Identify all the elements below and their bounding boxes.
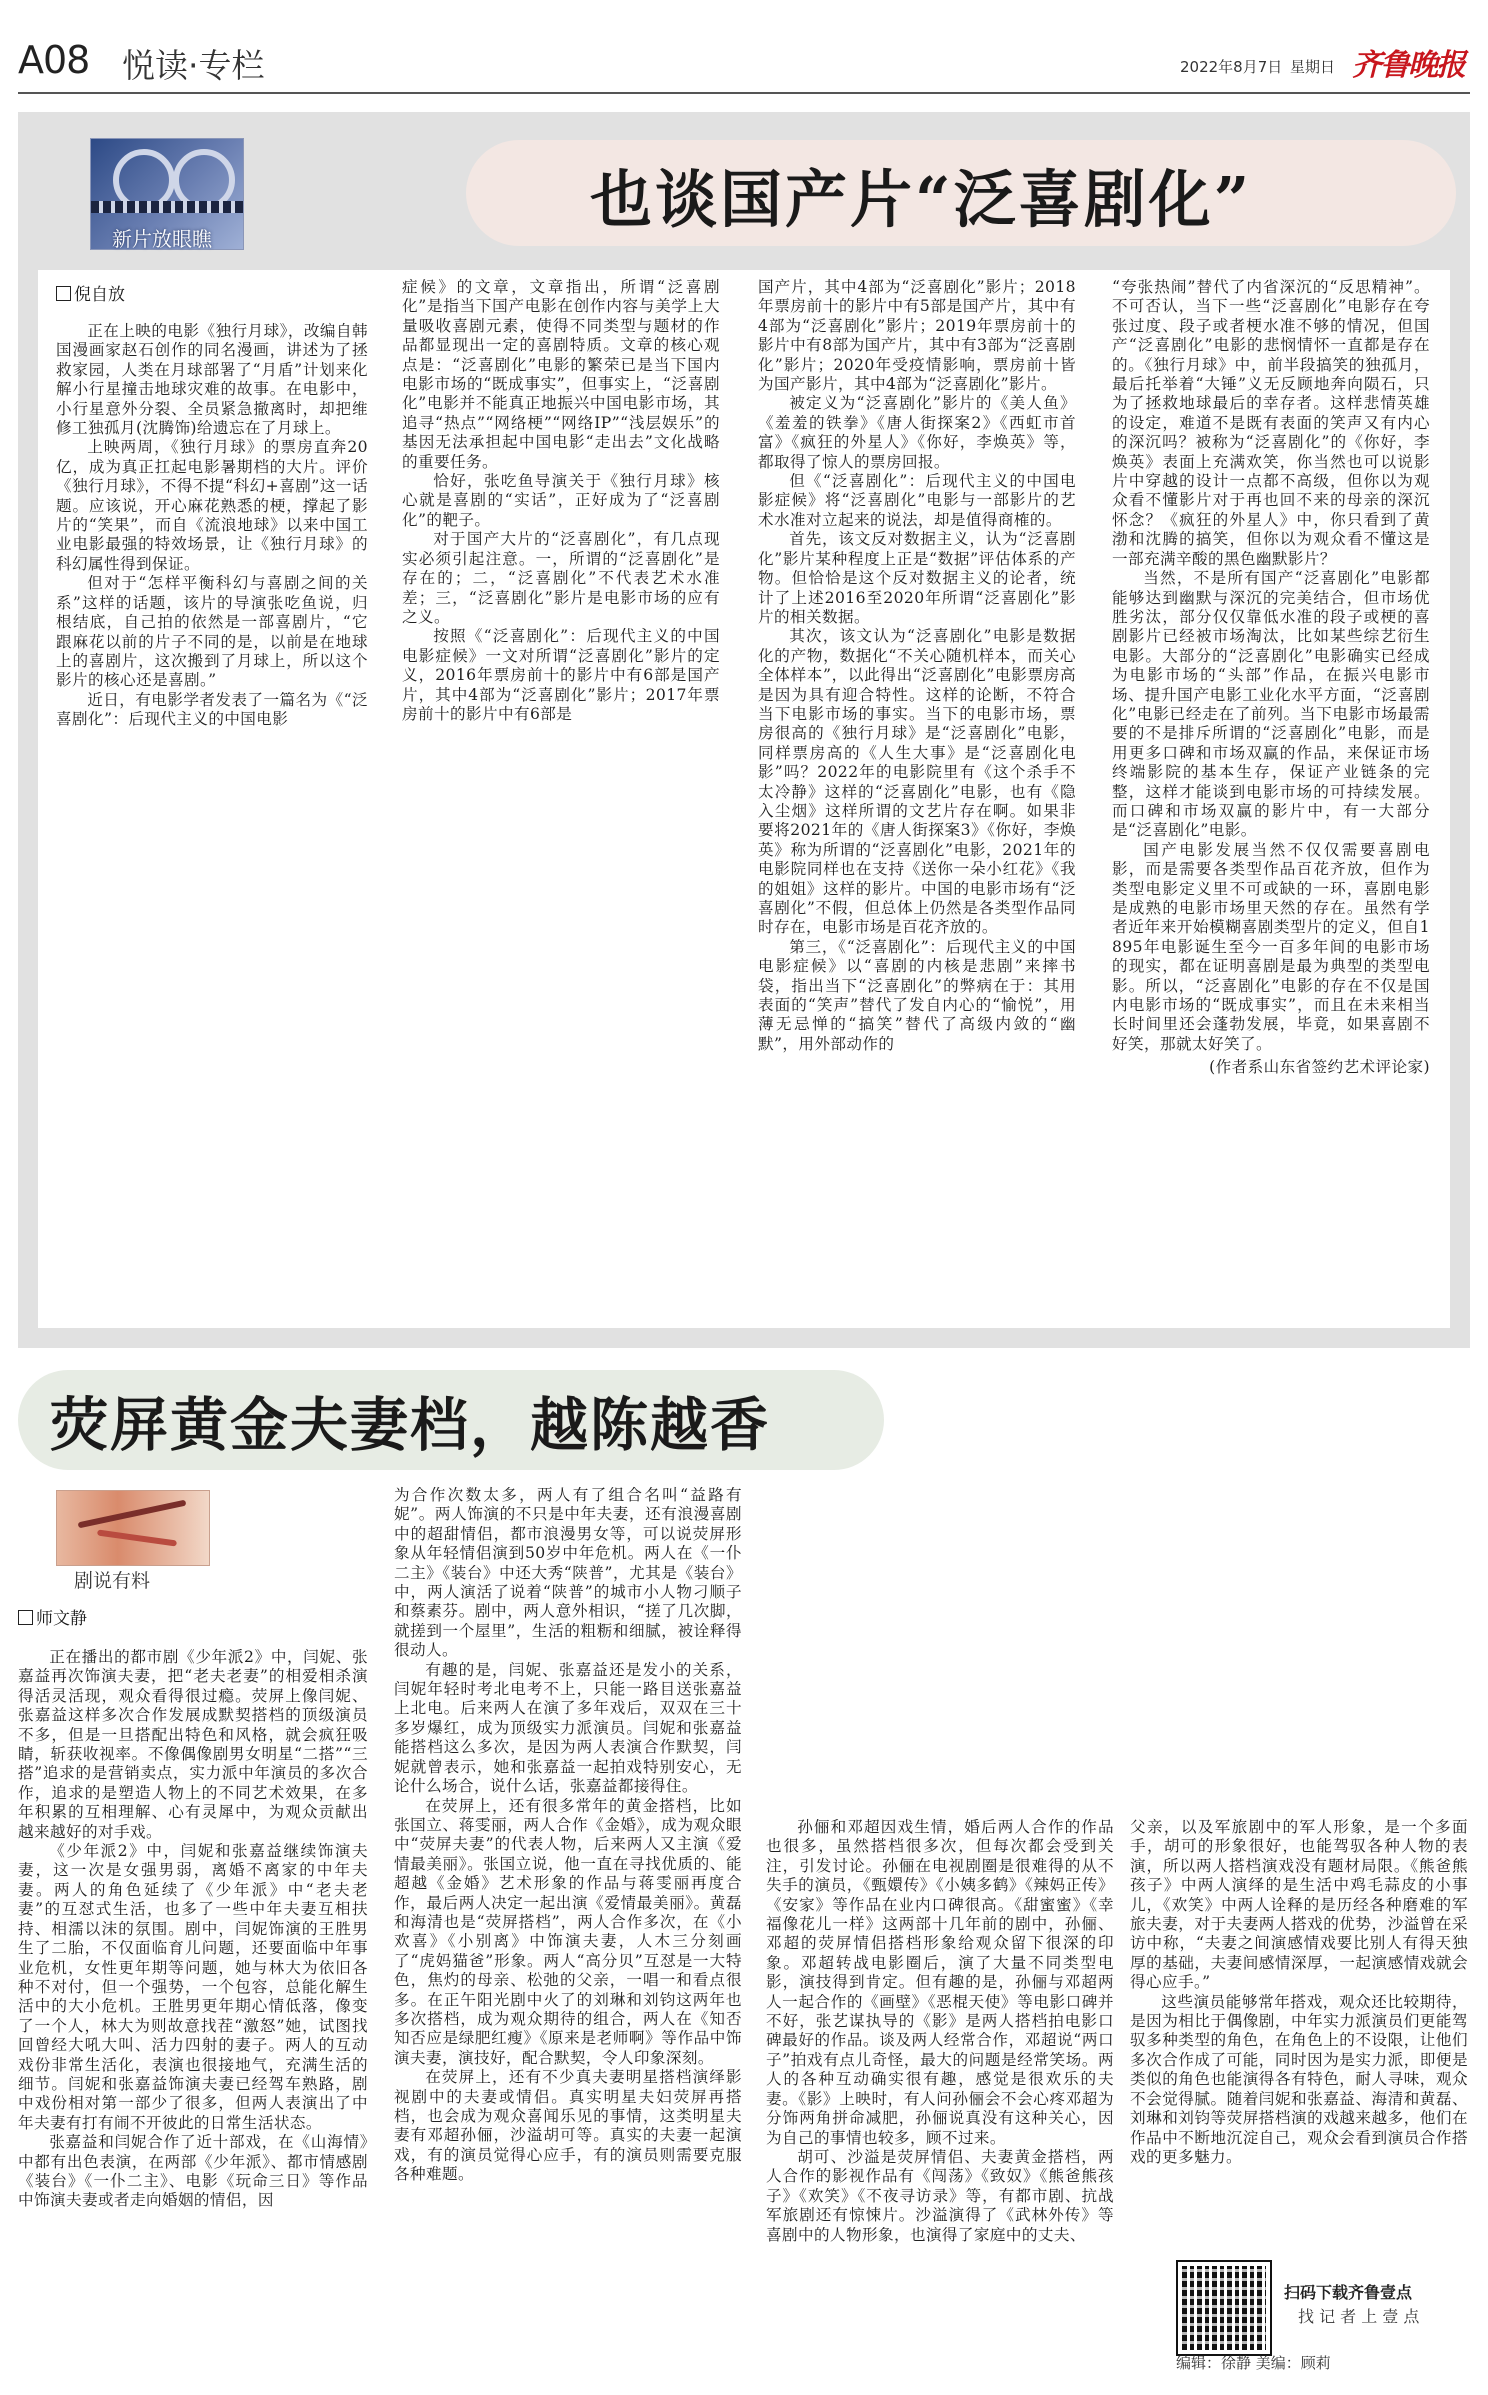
paragraph: 被定义为“泛喜剧化”影片的《美人鱼》《羞羞的铁拳》《唐人街探案2》《西虹市首富》《疯狂的外星人》《你好，李焕英》等，都取得了惊人的票房回报。 (758, 394, 1076, 471)
article-title: 荧屏黄金夫妻档，越陈越香 (50, 1391, 771, 1459)
section-name: 悦读·专栏 (122, 46, 265, 85)
paragraph: 国产片，其中4部为“泛喜剧化”影片；2018年票房前十的影片中有5部是国产片，其中有4部为“泛喜剧化”影片；2019年票房前十的影片中有8部为国产片，其中有3部为“泛喜剧化”影片；2020年受疫情影响，票房前十皆为国产影片，其中4部为“泛喜剧化”影片。 (758, 278, 1076, 394)
author-byline (56, 280, 125, 305)
text-column-4 (1130, 1818, 1468, 2248)
text-column-4 (1112, 278, 1430, 1314)
qr-subcaption: 找 记 者 上 壹 点 (1298, 2307, 1420, 2326)
text-column-1 (18, 1648, 368, 2388)
author-name: 师文静 (36, 1609, 87, 1629)
page-number: A08 (18, 38, 90, 82)
paragraph: 国产电影发展当然不仅仅需要喜剧电影，而是需要各类型作品百花齐放，但作为类型电影定义里不可或缺的一环，喜剧电影是成熟的电影市场里天然的存在。虽然有学者近年来开始模糊喜剧类型片的定义，但自1895年电影诞生至今一百多年间的电影市场的现实，都在证明喜剧是最为典型的类型电影。所以，“泛喜剧化”电影的存在不仅是国内电影市场的“既成事实”，而且在未来相当长时间里还会蓬勃发展，毕竟，如果喜剧不好笑，那就太好笑了。 (1112, 840, 1430, 1053)
issue-date: 2022年8月7日 (1180, 58, 1283, 76)
qr-caption: 扫码下载齐鲁壹点 (1284, 2283, 1413, 2302)
paragraph: 症候》的文章，文章指出，所谓“泛喜剧化”是指当下国产电影在创作内容与美学上大量吸收喜剧元素，使得不同类型与题材的作品都显现出一定的喜剧特质。文章的核心观点是：“泛喜剧化”电影的繁荣已是当下国内电影市场的“既成事实”，但事实上，“泛喜剧化”电影并不能真正地振兴中国电影市场，其追寻“热点”“网络梗”“网络IP”“浅层娱乐”的基因无法承担起中国电影“走出去”文化战略的重要任务。 (402, 278, 720, 471)
header-divider (18, 92, 1470, 94)
drama-illustration-icon (56, 1490, 210, 1566)
paragraph: 按照《“泛喜剧化”：后现代主义的中国电影症候》一文对所谓“泛喜剧化”影片的定义，2016年票房前十的影片中有6部是国产片，其中4部为“泛喜剧化”影片；2017年票房前十的影片中有6部是 (402, 627, 720, 723)
paragraph: 上映两周，《独行月球》的票房直奔20亿，成为真正扛起电影暑期档的大片。评价《独行月球》，不得不提“科幻+喜剧”这一话题。应该说，开心麻花熟悉的梗，撑起了影片的“笑果”，而自《流浪地球》以来中国工业电影最强的特效场景，让《独行月球》的科幻属性得到保证。 (56, 438, 368, 573)
paragraph: 父亲，以及军旅剧中的军人形象，是一个多面手，胡可的形象很好，也能驾驭各种人物的表演，所以两人搭档演戏没有题材局限。《熊爸熊孩子》中两人演绎的是生活中鸡毛蒜皮的小事儿，《欢笑》中两人诠释的是历经各种磨难的军旅夫妻，对于夫妻两人搭戏的优势，沙溢曾在采访中称，“夫妻之间演感情戏要比别人有得天独厚的基础，夫妻间感情深厚，一起演感情戏就会得心应手。” (1130, 1818, 1468, 1992)
paragraph: 为合作次数太多，两人有了组合名叫“益路有妮”。两人饰演的不只是中年夫妻，还有浪漫喜剧中的超甜情侣，都市浪漫男女等，可以说荧屏形象从年轻情侣演到50岁中年危机。两人在《一仆二主》《装台》中还大秀“陕普”，尤其是《装台》中，两人演活了说着“陕普”的城市小人物刁顺子和蔡素芬。剧中，两人意外相识，“搓了几次脚，就搓到一个屋里”，生活的粗粝和细腻，被诠释得很动人。 (394, 1486, 742, 1660)
editor-credits: 编辑：徐静 美编：顾莉 (1176, 2354, 1331, 2372)
paragraph: 正在播出的都市剧《少年派2》中，闫妮、张嘉益再次饰演夫妻，把“老夫老妻”的相爱相杀演得活灵活现，观众看得很过瘾。荧屏上像闫妮、张嘉益这样多次合作发展成默契搭档的顶级演员不多，但是一旦搭配出特色和风格，就会疯狂吸睛，斩获收视率。不像偶像剧男女明星“二搭”“三搭”追求的是营销卖点，实力派中年演员的多次合作，追求的是塑造人物上的不同艺术效果，在多年积累的互相理解、心有灵犀中，为观众贡献出越来越好的对手戏。 (18, 1648, 368, 1841)
paragraph: 其次，该文认为“泛喜剧化”电影是数据化的产物，数据化“不关心随机样本，而关心全体样本”，以此得出“泛喜剧化”电影票房高是因为具有迎合特性。这样的论断，不符合当下电影市场的事实。当下的电影市场，票房很高的《独行月球》是“泛喜剧化”电影，同样票房高的《人生大事》是“泛喜剧化电影”吗？2022年的电影院里有《这个杀手不太冷静》这样的“泛喜剧化”电影，也有《隐入尘烟》这样所谓的文艺片存在啊。如果非要将2021年的《唐人街探案3》《你好，李焕英》称为所谓的“泛喜剧化”电影，2021年的电影院同样也在支持《送你一朵小红花》《我的姐姐》这样的影片。中国的电影市场有“泛喜剧化”不假，但总体上仍然是各类型作品同时存在，电影市场是百花齐放的。 (758, 627, 1076, 937)
paragraph: 恰好，张吃鱼导演关于《独行月球》核心就是喜剧的“实话”，正好成为了“泛喜剧化”的靶子。 (402, 472, 720, 529)
paragraph: “夸张热闹”替代了内省深沉的“反思精神”。不可否认，当下一些“泛喜剧化”电影存在夸张过度、段子或者梗水准不够的情况，但国产“泛喜剧化”电影的悲悯情怀一直都是存在的。《独行月球》中，前半段搞笑的独孤月，最后托举着“大锤”义无反顾地奔向陨石，只为了拯救地球最后的幸存者。这样悲情英雄的设定，难道不是既有表面的笑声又有内心的深沉吗？被称为“泛喜剧化”的《你好，李焕英》表面上充满欢笑，你当然也可以说影片中穿越的设计一点都不高级，但你以为观众看不懂影片对于再也回不来的母亲的深沉怀念？《疯狂的外星人》中，你只看到了黄渤和沈腾的搞笑，但你以为观众看不懂这是一部充满辛酸的黑色幽默影片？ (1112, 278, 1430, 568)
paragraph: 近日，有电影学者发表了一篇名为《“泛喜剧化”：后现代主义的中国电影 (56, 690, 368, 729)
paragraph: 对于国产大片的“泛喜剧化”，有几点现实必须引起注意。一，所谓的“泛喜剧化”是存在的；二，“泛喜剧化”不代表艺术水准差；三，“泛喜剧化”影片是电影市场的应有之义。 (402, 530, 720, 626)
paragraph: 但对于“怎样平衡科幻与喜剧之间的关系”这样的话题，该片的导演张吃鱼说，归根结底，自己拍的依然是一部喜剧片，“它跟麻花以前的片子不同的是，以前是在地球上的喜剧片，这次搬到了月球上，所以这个影片的核心还是喜剧。” (56, 574, 368, 690)
paragraph: 有趣的是，闫妮、张嘉益还是发小的关系，闫妮年轻时考北电考不上，只能一路目送张嘉益上北电。后来两人在演了多年戏后，双双在三十多岁爆红，成为顶级实力派演员。闫妮和张嘉益能搭档这么多次，是因为两人表演合作默契，闫妮就曾表示，她和张嘉益一起拍戏特别安心，无论什么场合，说什么话，张嘉益都接得住。 (394, 1660, 742, 1796)
text-column-3 (766, 1818, 1114, 2388)
paragraph: 这些演员能够常年搭戏，观众还比较期待，是因为相比于偶像剧，中年实力派演员们更能驾驭多种类型的角色，在角色上的不设限，让他们多次合作成了可能，同时因为是实力派，即便是类似的角色也能演得各有特色，耐人寻味，观众不会觉得腻。随着闫妮和张嘉益、海清和黄磊、刘琳和刘钧等荧屏搭档演的戏越来越多，他们在作品中不断地沉淀自己，观众会看到演员合作搭戏的更多魅力。 (1130, 1992, 1468, 2166)
newspaper-logo: 齐鲁晚报 (1352, 48, 1464, 83)
paragraph: 张嘉益和闫妮合作了近十部戏，在《山海情》中都有出色表演，在两部《少年派》、都市情感剧《装台》《一仆二主》、电影《玩命三日》等作品中饰演夫妻或者走向婚姻的情侣，因 (18, 2133, 368, 2210)
paragraph: 在荧屏上，还有很多常年的黄金搭档，比如张国立、蒋雯丽，两人合作《金婚》，成为观众眼中“荧屏夫妻”的代表人物，后来两人又主演《爱情最美丽》。张国立说，他一直在寻找优质的、能超越《金婚》艺术形象的作品与蒋雯丽再度合作，最后两人决定一起出演《爱情最美丽》。黄磊和海清也是“荧屏搭档”，两人合作多次，在《小欢喜》《小别离》中饰演夫妻，人木三分刻画了“虎妈猫爸”形象。两人“高分贝”互怼是一大特色，焦灼的母亲、松弛的父亲，一唱一和看点很多。在正午阳光剧中火了的刘琳和刘钧这两年也多次搭档，成为观众期待的组合，两人在《知否知否应是绿肥红瘦》《原来是老师啊》等作品中饰演夫妻，演技好，配合默契，令人印象深刻。 (394, 1796, 742, 2067)
paragraph: 胡可、沙溢是荧屏情侣、夫妻黄金搭档，两人合作的影视作品有《闯荡》《致奴》《熊爸熊孩子》《欢笑》《不夜寻访录》等，有都市剧、抗战军旅剧还有惊悚片。沙溢演得了《武林外传》等喜剧中的人物形象，也演得了家庭中的丈夫、 (766, 2147, 1114, 2244)
text-column-2 (402, 278, 720, 838)
text-column-1 (56, 322, 368, 842)
issue-weekday: 星期日 (1290, 58, 1336, 76)
paragraph: 在荧屏上，还有不少真夫妻明星搭档演绎影视剧中的夫妻或情侣。真实明星夫妇荧屏再搭档，也会成为观众喜闻乐见的事情，这类明星夫妻有邓超孙俪，沙溢胡可等。真实的夫妻一起演戏，有的演员觉得心应手，有的演员则需要克服各种难题。 (394, 2068, 742, 2184)
paragraph: 但《“泛喜剧化”：后现代主义的中国电影症候》将“泛喜剧化”电影与一部影片的艺术水准对立起来的说法，却是值得商榷的。 (758, 472, 1076, 529)
paragraph: 《少年派2》中，闫妮和张嘉益继续饰演夫妻，这一次是女强男弱，离婚不离家的中年夫妻。两人的角色延续了《少年派》中“老夫老妻”的互怼式生活，也多了一些中年夫妻互相扶持、相濡以沫的氛围。剧中，闫妮饰演的王胜男生了二胎，不仅面临育儿问题，还要面临中年事业危机，女性更年期等问题，她与林大为依旧各种不对付，但一个强势，一个包容，总能化解生活中的大小危机。王胜男更年期心情低落，像变了一个人，林大为则故意找茬“激怒”她，试图找回曾经大吼大叫、活力四射的妻子。两人的互动戏份非常生活化，表演也很接地气，充满生活的细节。闫妮和张嘉益饰演夫妻已经驾车熟路，剧中戏份相对第一部少了很多，但两人表演出了中年夫妻有打有闹不开彼此的日常生活状态。 (18, 1842, 368, 2132)
author-name: 倪自放 (74, 285, 125, 305)
article-title: 也谈国产片“泛喜剧化” (590, 163, 1253, 236)
paragraph: 正在上映的电影《独行月球》，改编自韩国漫画家赵石创作的同名漫画，讲述为了拯救家园，人类在月球部署了“月盾”计划来化解小行星撞击地球灾难的故事。在电影中，小行星意外分裂、全员紧急撤离时，却把维修工独孤月(沈腾饰)给遗忘在了月球上。 (56, 322, 368, 438)
qr-code-icon[interactable] (1178, 2262, 1270, 2354)
text-column-3 (758, 278, 1076, 1310)
paragraph: 首先，该文反对数据主义，认为“泛喜剧化”影片某种程度上正是“数据”评估体系的产物。但恰恰是这个反对数据主义的论者，统计了上述2016至2020年所谓“泛喜剧化”影片的相关数据。 (758, 530, 1076, 626)
paragraph: 第三，《“泛喜剧化”：后现代主义的中国电影症候》以“喜剧的内核是悲剧”来摔书袋，指出当下“泛喜剧化”的弊病在于：其用表面的“笑声”替代了发自内心的“愉悦”，用薄无忌惮的“搞笑”替代了高级内敛的“幽默”，用外部动作的 (758, 937, 1076, 1053)
author-byline (18, 1604, 87, 1629)
paragraph: 孙俪和邓超因戏生情，婚后两人合作的作品也很多，虽然搭档很多次，但每次都会受到关注，引发讨论。孙俪在电视剧圈是很难得的从不失手的演员，《甄嬛传》《小姨多鹤》《辣妈正传》《安家》等作品在业内口碑很高。《甜蜜蜜》《幸福像花儿一样》这两部十几年前的剧中，孙俪、邓超的荧屏情侣搭档形象给观众留下很深的印象。邓超转战电影圈后，演了大量不同类型电影，演技得到肯定。但有趣的是，孙俪与邓超两人一起合作的《画壁》《恶棍天使》等电影口碑并不好，张艺谋执导的《影》是两人搭档拍电影口碑最好的作品。谈及两人经常合作，邓超说“两口子”拍戏有点儿奇怪，最大的问题是经常笑场。两人的各种互动确实很有趣，感觉是很欢乐的夫妻。《影》上映时，有人问孙俪会不会心疼邓超为分饰两角拼命减肥，孙俪说真没有这种关心，因为自己的事情也较多，顾不过来。 (766, 1818, 1114, 2147)
column-label: 剧说有料 (74, 1570, 151, 1592)
text-column-2 (394, 1486, 742, 2388)
column-label: 新片放眼瞧 (112, 227, 212, 251)
paragraph: 当然，不是所有国产“泛喜剧化”电影都能够达到幽默与深沉的完美结合，但市场优胜劣汰，部分仅仅靠低水准的段子或梗的喜剧影片已经被市场淘汰，比如某些综艺衍生电影。大部分的“泛喜剧化”电影确实已经成为电影市场的“头部”作品，在振兴电影市场、提升国产电影工业化水平方面，“泛喜剧化”电影已经走在了前列。当下电影市场最需要的不是排斥所谓的“泛喜剧化”电影，而是用更多口碑和市场双赢的作品，来保证市场终端影院的基本生存，保证产业链条的完整，这样才能谈到电影市场的可持续发展。而口碑和市场双赢的影片中，有一大部分是“泛喜剧化”电影。 (1112, 569, 1430, 840)
author-note: (作者系山东省签约艺术评论家) (1209, 1058, 1430, 1077)
